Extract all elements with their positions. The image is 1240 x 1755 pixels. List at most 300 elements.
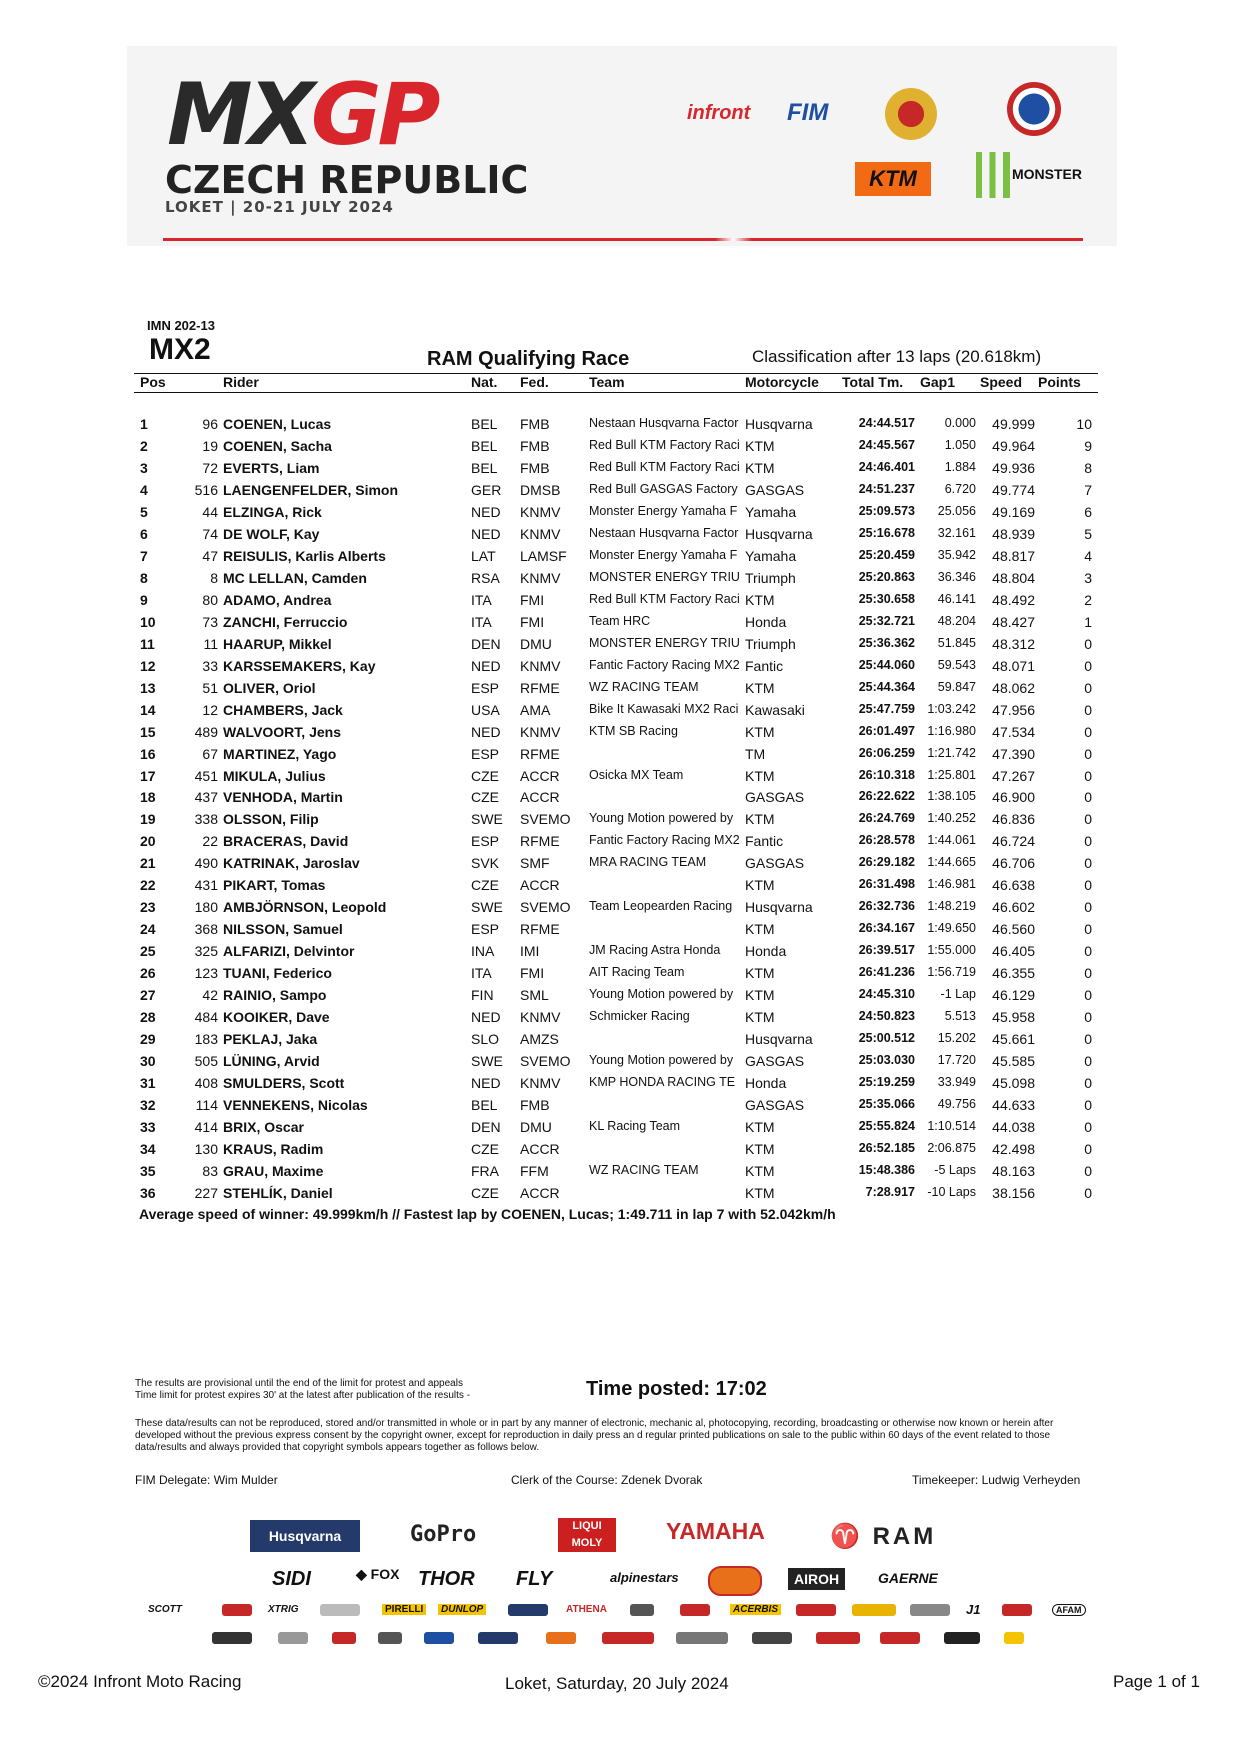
cell-points: 0: [1084, 1162, 1092, 1179]
cell-speed: 47.956: [992, 701, 1035, 718]
cell-total-time: 25:20.459: [858, 547, 915, 562]
cell-points: 0: [1084, 943, 1092, 960]
monster-energy-logo: MONSTER: [972, 150, 1070, 202]
cell-nationality: NED: [471, 1009, 501, 1026]
cell-total-time: 25:20.863: [858, 569, 915, 584]
cell-rider-number: 22: [202, 833, 218, 850]
cell-rank: 23: [140, 899, 156, 916]
cell-gap: -1 Lap: [940, 987, 976, 1002]
cell-rider-number: 451: [194, 767, 218, 784]
sponsor-badge-icon: [630, 1604, 654, 1616]
mxgp-logo: MXGP: [167, 65, 437, 165]
cell-nationality: SWE: [471, 899, 503, 916]
cell-total-time: 25:00.512: [858, 1031, 915, 1046]
copyright-note: These data/results can not be reproduced, stored and/or transmitted in whole or in part by any manner of electronic, mechanic al, photocopying, recording, broadcasting or otherwise now known or herein after developed without the previous express consent by the copyright owner, except for reproduction in daily press an d regular printed publications on sale to the public within 60 days of the event related to those data/results and always provided that copyright symbols appears together as follows below.: [135, 1418, 1054, 1453]
sponsor-badge-icon: [212, 1632, 252, 1644]
airoh-logo: AIROH: [788, 1568, 845, 1590]
cell-gap: 1:16.980: [927, 723, 976, 738]
cell-total-time: 25:35.066: [858, 1097, 915, 1112]
cell-rider-name: NILSSON, Samuel: [223, 921, 343, 938]
cell-gap: 5.513: [944, 1009, 976, 1024]
sponsor-badge-icon: [320, 1604, 360, 1616]
cell-motorcycle: GASGAS: [745, 855, 805, 872]
cell-points: 0: [1084, 1140, 1092, 1157]
cell-rider-number: 183: [194, 1031, 218, 1048]
cell-gap: -5 Laps: [934, 1162, 976, 1177]
cell-federation: DMU: [520, 635, 552, 652]
cell-rank: 17: [140, 767, 156, 784]
cell-rider-number: 227: [194, 1184, 218, 1201]
cell-federation: DMSB: [520, 481, 561, 498]
cell-team-name: Monster Energy Yamaha F: [589, 547, 738, 562]
cell-team-name: JM Racing Astra Honda: [589, 943, 721, 958]
cell-gap: 6.720: [944, 481, 976, 496]
cell-rider-number: 72: [202, 459, 218, 476]
table-row: [0, 570, 1240, 592]
cell-rider-name: OLSSON, Filip: [223, 811, 319, 828]
cell-gap: 32.161: [937, 525, 976, 540]
cell-points: 0: [1084, 965, 1092, 982]
cell-speed: 48.163: [992, 1162, 1035, 1179]
cell-points: 0: [1084, 635, 1092, 652]
cell-federation: FMI: [520, 591, 545, 608]
cell-rider-name: DE WOLF, Kay: [223, 525, 320, 542]
table-row: [0, 658, 1240, 680]
husqvarna-logo: Husqvarna: [250, 1520, 360, 1552]
cell-total-time: 26:34.167: [858, 921, 915, 936]
cell-gap: 0.000: [944, 416, 976, 430]
sponsor-badge-icon: [680, 1604, 710, 1616]
cell-nationality: NED: [471, 1075, 501, 1092]
cell-nationality: ESP: [471, 745, 500, 762]
fox-logo: ◆ FOX: [356, 1566, 400, 1582]
cell-rank: 13: [140, 679, 156, 696]
cell-rank: 25: [140, 943, 156, 960]
cell-motorcycle: GASGAS: [745, 1053, 805, 1070]
cell-speed: 49.774: [992, 481, 1035, 498]
cell-total-time: 26:32.736: [858, 899, 915, 914]
cell-rank: 31: [140, 1075, 156, 1092]
cell-gap: 1:44.061: [927, 833, 976, 848]
table-row: [0, 1009, 1240, 1031]
cell-nationality: ITA: [471, 965, 492, 982]
cell-speed: 48.817: [992, 547, 1035, 564]
cell-rider-number: 490: [194, 855, 218, 872]
cell-rank: 34: [140, 1140, 156, 1157]
cell-speed: 44.633: [992, 1097, 1035, 1114]
cell-federation: ACCR: [520, 877, 560, 894]
sponsor-badge-icon: [602, 1632, 654, 1644]
cell-rider-number: 505: [194, 1053, 218, 1070]
cell-total-time: 26:39.517: [858, 943, 915, 958]
cell-nationality: CZE: [471, 1184, 499, 1201]
cell-total-time: 24:46.401: [858, 459, 915, 474]
cell-motorcycle: Kawasaki: [745, 701, 805, 718]
cell-team-name: Red Bull KTM Factory Raci: [589, 591, 740, 606]
cell-speed: 44.038: [992, 1119, 1035, 1135]
cell-total-time: 25:36.362: [858, 635, 915, 650]
cell-speed: 47.267: [992, 767, 1035, 784]
col-header-fed: Fed.: [520, 374, 549, 390]
cell-federation: RFME: [520, 745, 560, 762]
table-row: [0, 680, 1240, 702]
cell-points: 0: [1084, 987, 1092, 1004]
cell-speed: 46.724: [992, 833, 1035, 850]
cell-total-time: 15:48.386: [858, 1162, 915, 1177]
table-row: [0, 548, 1240, 570]
cell-rank: 36: [140, 1184, 156, 1201]
cell-nationality: RSA: [471, 569, 500, 586]
cell-rider-name: KARSSEMAKERS, Kay: [223, 657, 376, 674]
cell-rider-number: 42: [202, 987, 218, 1004]
time-posted: Time posted: 17:02: [586, 1378, 767, 1400]
cell-rider-number: 96: [202, 416, 218, 432]
cell-team-name: Red Bull KTM Factory Raci: [589, 437, 740, 452]
col-header-speed: Speed: [980, 374, 1023, 390]
cell-rank: 26: [140, 965, 156, 982]
cell-gap: 59.543: [937, 657, 976, 672]
banner-stripe: [163, 238, 1083, 241]
cell-team-name: KMP HONDA RACING TE: [589, 1075, 736, 1090]
header-rule-bottom: [134, 392, 1098, 393]
cell-points: 0: [1084, 1009, 1092, 1026]
cell-rider-name: LÜNING, Arvid: [223, 1053, 320, 1070]
cell-motorcycle: Husqvarna: [745, 525, 813, 542]
cell-motorcycle: KTM: [745, 1009, 775, 1026]
cell-team-name: MONSTER ENERGY TRIU: [589, 569, 740, 584]
cell-total-time: 25:03.030: [858, 1053, 915, 1068]
table-row: [0, 965, 1240, 987]
cell-federation: SVEMO: [520, 811, 571, 828]
cell-federation: FMB: [520, 437, 550, 454]
cell-rider-name: MIKULA, Julius: [223, 767, 326, 784]
cell-rider-number: 33: [202, 657, 218, 674]
cell-gap: -10 Laps: [927, 1184, 976, 1199]
cell-federation: SVEMO: [520, 1053, 571, 1070]
cell-speed: 46.836: [992, 811, 1035, 828]
cell-gap: 2:06.875: [927, 1140, 976, 1155]
cell-rank: 9: [140, 591, 148, 608]
scott-logo: SCOTT: [148, 1604, 182, 1615]
sponsor-badge-icon: [880, 1632, 920, 1644]
table-row: [0, 1141, 1240, 1163]
cell-points: 0: [1084, 723, 1092, 740]
cell-nationality: SWE: [471, 811, 503, 828]
cell-rider-name: CHAMBERS, Jack: [223, 701, 343, 718]
cell-rider-name: COENEN, Lucas: [223, 416, 332, 432]
table-row: [0, 768, 1240, 790]
cell-motorcycle: Honda: [745, 1075, 787, 1092]
cell-team-name: Nestaan Husqvarna Factor: [589, 525, 739, 540]
cell-points: 0: [1084, 855, 1092, 872]
cell-team-name: Fantic Factory Racing MX2: [589, 657, 740, 672]
col-header-rider: Rider: [223, 374, 259, 390]
table-row: [0, 724, 1240, 746]
table-row: [0, 921, 1240, 943]
cell-team-name: Young Motion powered by: [589, 811, 734, 826]
fim-logo: FIM: [787, 99, 829, 126]
cell-speed: 49.964: [992, 437, 1035, 454]
sponsor-badge-icon: [378, 1632, 402, 1644]
athena-logo: ATHENA: [566, 1604, 607, 1615]
cell-gap: 1.050: [944, 437, 976, 452]
clerk-of-course: Clerk of the Course: Zdenek Dvorak: [511, 1473, 703, 1487]
cell-motorcycle: KTM: [745, 1162, 775, 1179]
liqui-moly-logo: LIQUI MOLY: [558, 1518, 616, 1552]
cell-gap: 1:25.801: [927, 767, 976, 782]
cell-points: 0: [1084, 679, 1092, 696]
cell-team-name: KTM SB Racing: [589, 723, 678, 738]
sponsor-badge-icon: [222, 1604, 252, 1616]
cell-rider-name: SMULDERS, Scott: [223, 1075, 345, 1092]
afam-logo: AFAM: [1052, 1604, 1086, 1616]
cell-rank: 15: [140, 723, 156, 740]
thor-logo: THOR: [418, 1568, 475, 1590]
cell-federation: KNMV: [520, 503, 561, 520]
sponsor-badge-icon: [910, 1604, 950, 1616]
cell-gap: 1:38.105: [927, 789, 976, 804]
cell-federation: KNMV: [520, 657, 561, 674]
cell-federation: ACCR: [520, 767, 560, 784]
cell-gap: 1:44.665: [927, 855, 976, 870]
sponsor-badge-icon: [278, 1632, 308, 1644]
cell-rank: 29: [140, 1031, 156, 1048]
cell-nationality: BEL: [471, 1097, 498, 1114]
cell-speed: 47.534: [992, 723, 1035, 740]
cell-rider-name: GRAU, Maxime: [223, 1162, 324, 1179]
cell-rank: 16: [140, 745, 156, 762]
cell-gap: 51.845: [937, 635, 976, 650]
cell-motorcycle: KTM: [745, 1119, 775, 1135]
j1-logo: J1: [966, 1602, 981, 1617]
cell-motorcycle: Yamaha: [745, 503, 797, 520]
table-row: [0, 702, 1240, 724]
cell-points: 0: [1084, 1184, 1092, 1201]
cell-rider-name: STEHLÍK, Daniel: [223, 1184, 333, 1201]
cell-gap: 59.847: [937, 679, 976, 694]
cell-rank: 28: [140, 1009, 156, 1026]
cell-gap: 36.346: [937, 569, 976, 584]
cell-points: 0: [1084, 877, 1092, 894]
cell-nationality: CZE: [471, 789, 499, 806]
cell-rider-number: 12: [202, 701, 218, 718]
cell-motorcycle: KTM: [745, 1184, 775, 1201]
cell-rider-name: KOOIKER, Dave: [223, 1009, 330, 1026]
cell-motorcycle: KTM: [745, 877, 775, 894]
sponsor-badge-icon: [676, 1632, 728, 1644]
cell-motorcycle: KTM: [745, 437, 775, 454]
cell-motorcycle: Yamaha: [745, 547, 797, 564]
table-row: [0, 1031, 1240, 1053]
table-row: [0, 833, 1240, 855]
cell-nationality: BEL: [471, 437, 498, 454]
cell-nationality: FRA: [471, 1162, 499, 1179]
cell-federation: ACCR: [520, 1184, 560, 1201]
cell-points: 0: [1084, 899, 1092, 916]
cell-team-name: KL Racing Team: [589, 1119, 681, 1133]
cell-rank: 2: [140, 437, 148, 454]
cell-federation: ACCR: [520, 1140, 560, 1157]
cell-nationality: ESP: [471, 679, 500, 696]
cell-rider-number: 325: [194, 943, 218, 960]
cell-team-name: Team Leopearden Racing: [589, 899, 733, 914]
cell-rider-name: WALVOORT, Jens: [223, 723, 341, 740]
cell-team-name: WZ RACING TEAM: [589, 679, 699, 694]
cell-speed: 46.706: [992, 855, 1035, 872]
cell-team-name: MRA RACING TEAM: [589, 855, 707, 870]
cell-rider-number: 368: [194, 921, 218, 938]
cell-gap: 1.884: [944, 459, 976, 474]
cell-federation: KNMV: [520, 1075, 561, 1092]
cell-federation: RFME: [520, 679, 560, 696]
cell-speed: 47.390: [992, 745, 1035, 762]
cell-federation: RFME: [520, 921, 560, 938]
cell-rank: 1: [140, 416, 148, 432]
footer-page-number: Page 1 of 1: [1113, 1672, 1200, 1691]
table-row: [0, 1119, 1240, 1141]
cell-rank: 6: [140, 525, 148, 542]
cell-rider-number: 516: [194, 481, 218, 498]
cell-rider-name: AMBJÖRNSON, Leopold: [223, 899, 387, 916]
cell-speed: 46.602: [992, 899, 1035, 916]
cell-total-time: 25:30.658: [858, 591, 915, 606]
footer-copyright: ©2024 Infront Moto Racing: [38, 1672, 242, 1691]
cell-federation: KNMV: [520, 569, 561, 586]
sponsor-badge-icon: [1002, 1604, 1032, 1616]
cell-team-name: Schmicker Racing: [589, 1009, 690, 1024]
cell-federation: AMZS: [520, 1031, 559, 1048]
cell-total-time: 25:16.678: [858, 525, 915, 540]
table-row: [0, 1075, 1240, 1097]
cell-total-time: 25:44.364: [858, 679, 915, 694]
cell-rank: 35: [140, 1162, 156, 1179]
cell-rider-name: PIKART, Tomas: [223, 877, 326, 894]
cell-motorcycle: Husqvarna: [745, 416, 813, 432]
cell-points: 7: [1084, 481, 1092, 498]
cell-total-time: 24:45.310: [858, 987, 915, 1002]
cell-rider-name: PEKLAJ, Jaka: [223, 1031, 318, 1048]
cell-rider-number: 11: [203, 635, 218, 652]
col-header-gap: Gap1: [920, 374, 956, 390]
cell-total-time: 26:24.769: [858, 811, 915, 826]
cell-total-time: 24:44.517: [858, 416, 915, 430]
cell-federation: SVEMO: [520, 899, 571, 916]
ram-head-icon: ♈: [830, 1523, 873, 1550]
cell-rank: 7: [140, 547, 148, 564]
cell-rider-number: 47: [202, 547, 218, 564]
cell-rider-number: 114: [195, 1097, 218, 1114]
table-row: [0, 877, 1240, 899]
cell-motorcycle: Husqvarna: [745, 899, 813, 916]
sponsor-badge-icon: [508, 1604, 548, 1616]
cell-points: 10: [1076, 416, 1092, 432]
table-row: [0, 746, 1240, 768]
monster-claw-icon: [976, 152, 1010, 198]
cell-rank: 33: [140, 1119, 156, 1135]
cell-points: 0: [1084, 767, 1092, 784]
cell-gap: 49.756: [937, 1097, 976, 1112]
cell-rank: 8: [140, 569, 148, 586]
cell-gap: 1:48.219: [927, 899, 976, 914]
cell-nationality: CZE: [471, 1140, 499, 1157]
event-location-dates: LOKET | 20-21 JULY 2024: [165, 198, 394, 216]
cell-rider-name: MC LELLAN, Camden: [223, 569, 367, 586]
cell-nationality: NED: [471, 503, 501, 520]
table-row: [0, 482, 1240, 504]
table-row: [0, 636, 1240, 658]
cell-motorcycle: KTM: [745, 921, 775, 938]
cell-nationality: USA: [471, 701, 500, 718]
cell-speed: 48.804: [992, 569, 1035, 586]
gaerne-logo: GAERNE: [878, 1570, 938, 1586]
cell-federation: ACCR: [520, 789, 560, 806]
table-row: [0, 1097, 1240, 1119]
cell-gap: 1:10.514: [927, 1119, 976, 1133]
cell-speed: 48.062: [992, 679, 1035, 696]
cell-team-name: AIT Racing Team: [589, 965, 685, 980]
cell-motorcycle: KTM: [745, 723, 775, 740]
cell-team-name: Red Bull GASGAS Factory: [589, 481, 738, 496]
cell-federation: FMB: [520, 1097, 550, 1114]
event-banner: [127, 46, 1117, 246]
cell-points: 1: [1084, 613, 1092, 630]
cell-points: 0: [1084, 1031, 1092, 1048]
cell-rider-number: 73: [202, 613, 218, 630]
cell-rank: 14: [140, 701, 156, 718]
cell-total-time: 7:28.917: [865, 1184, 915, 1199]
cell-nationality: BEL: [471, 416, 498, 432]
cell-nationality: SLO: [471, 1031, 500, 1048]
cell-federation: SML: [520, 987, 549, 1004]
infront-logo: infront: [687, 102, 751, 124]
cell-gap: 33.949: [937, 1075, 976, 1090]
cell-points: 5: [1084, 525, 1092, 542]
cell-motorcycle: KTM: [745, 767, 775, 784]
cell-rank: 5: [140, 503, 148, 520]
sponsor-badge-icon: [852, 1604, 896, 1616]
cell-rider-name: ELZINGA, Rick: [223, 503, 322, 520]
classification-info: Classification after 13 laps (20.618km): [752, 347, 1042, 366]
cell-rider-number: 44: [202, 503, 218, 520]
cell-speed: 46.638: [992, 877, 1035, 894]
cell-speed: 49.999: [992, 416, 1035, 432]
cell-nationality: INA: [471, 943, 495, 960]
cell-rider-number: 123: [194, 965, 218, 982]
cell-total-time: 25:44.060: [858, 657, 915, 672]
cell-speed: 45.661: [992, 1031, 1035, 1048]
cell-points: 0: [1084, 789, 1092, 806]
cell-rider-name: ZANCHI, Ferruccio: [223, 613, 348, 630]
table-row: [0, 592, 1240, 614]
cell-speed: 48.312: [992, 635, 1035, 652]
cell-total-time: 26:10.318: [858, 767, 915, 782]
cell-points: 0: [1084, 657, 1092, 674]
cell-rank: 24: [140, 921, 156, 938]
sponsor-badge-icon: [816, 1632, 860, 1644]
cell-rank: 4: [140, 481, 148, 498]
cell-nationality: CZE: [471, 767, 499, 784]
cell-total-time: 25:47.759: [858, 701, 915, 716]
cell-rider-name: ALFARIZI, Delvintor: [223, 943, 355, 960]
race-summary: Average speed of winner: 49.999km/h // Fastest lap by COENEN, Lucas; 1:49.711 in lap 7 with 52.042km/h: [139, 1206, 836, 1222]
cell-rider-number: 408: [194, 1075, 218, 1092]
cell-speed: 48.492: [992, 591, 1035, 608]
cell-motorcycle: GASGAS: [745, 1097, 805, 1114]
cell-federation: FMB: [520, 459, 550, 476]
cell-gap: 1:49.650: [927, 921, 976, 936]
cell-rank: 3: [140, 459, 148, 476]
smf-badge-icon: [708, 1566, 762, 1596]
